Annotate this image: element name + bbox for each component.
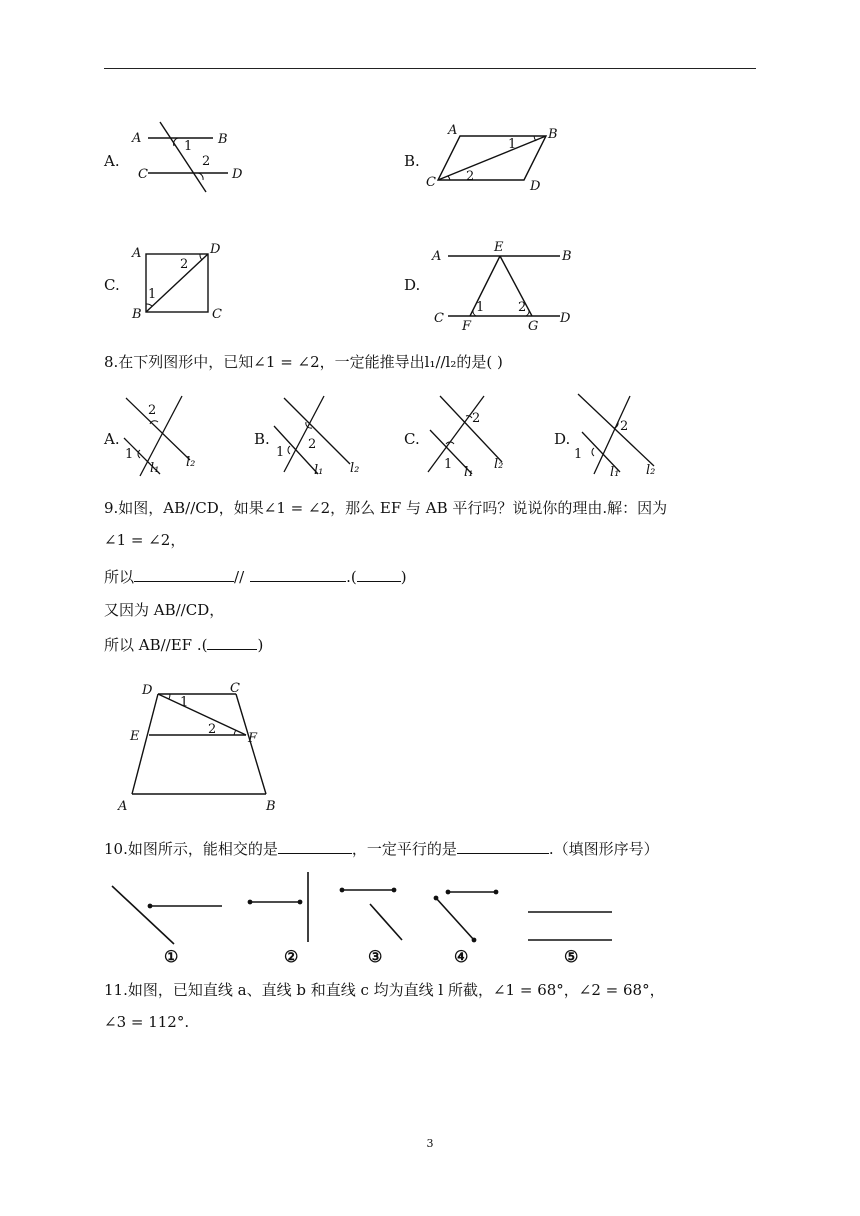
q7-option-c-label: C. xyxy=(104,276,120,294)
q10-question xyxy=(104,838,659,859)
q7a-pt-C: C xyxy=(138,167,148,182)
q7c-angle-2: 2 xyxy=(180,257,189,272)
q9-line3-mid: // xyxy=(234,568,245,586)
q8-figure-a xyxy=(120,392,210,482)
q8c-angle-2: 2 xyxy=(472,411,481,426)
q7d-pt-G: G xyxy=(528,319,539,334)
q9-figure-trapezoid xyxy=(112,678,292,818)
q10-blank-1[interactable] xyxy=(278,838,352,854)
q9-answer-line5 xyxy=(104,634,263,655)
q10-label-4: ④ xyxy=(454,947,469,966)
q8-figure-d xyxy=(570,392,670,482)
q7b-pt-B: B xyxy=(548,127,558,142)
q8c-angle-1: 1 xyxy=(444,457,453,472)
q9-line3-prefix: 所以 xyxy=(104,568,135,586)
q7-option-b-label: B. xyxy=(404,152,420,170)
q8-option-a-label: A. xyxy=(104,430,120,448)
q8-figure-c xyxy=(420,392,520,482)
q8a-l2: l₂ xyxy=(186,455,196,470)
q9fig-angle-1: 1 xyxy=(180,695,189,710)
q8a-angle-1: 1 xyxy=(125,447,134,462)
q7d-pt-A: A xyxy=(432,249,442,264)
q8-option-c-label: C. xyxy=(404,430,420,448)
q9fig-pt-A: A xyxy=(118,799,128,814)
q7c-pt-A: A xyxy=(132,246,142,261)
q7d-pt-F: F xyxy=(462,319,472,334)
q7-figure-b xyxy=(424,122,574,202)
q7d-pt-D: D xyxy=(560,311,571,326)
q11-question-line1: 11.如图，已知直线 a、直线 b 和直线 c 均为直线 l 所截，∠1 = 68°，∠2 = 68°， xyxy=(104,981,665,999)
q7a-pt-A: A xyxy=(132,131,142,146)
q9fig-angle-2: 2 xyxy=(208,722,217,737)
q8b-angle-2: 2 xyxy=(308,437,317,452)
q10-figures xyxy=(104,866,624,966)
q8b-l1: l₁ xyxy=(314,463,324,478)
q9-blank-2[interactable] xyxy=(250,566,346,582)
q10-text-suffix: .（填图形序号） xyxy=(548,840,659,858)
q8d-l2: l₂ xyxy=(646,463,656,478)
q9-line3-suffix: .( xyxy=(346,568,357,586)
q8d-angle-2: 2 xyxy=(620,419,629,434)
header-rule xyxy=(104,68,756,69)
q8a-l1: l₁ xyxy=(150,461,160,476)
q8d-l1: l₁ xyxy=(610,465,620,480)
q9-line5-prefix: 所以 AB//EF .( xyxy=(104,636,208,654)
q10-blank-2[interactable] xyxy=(457,838,549,854)
q8c-l1: l₁ xyxy=(464,465,474,480)
q9fig-pt-B: B xyxy=(266,799,276,814)
q8-question: 8.在下列图形中，已知∠1 = ∠2，一定能推导出l₁//l₂的是( ) xyxy=(104,353,503,371)
q9-answer-line3 xyxy=(104,566,407,587)
q8d-angle-1: 1 xyxy=(574,447,583,462)
q10-label-1: ① xyxy=(164,947,179,966)
q7a-pt-D: D xyxy=(232,167,243,182)
q10-text-prefix: 10.如图所示，能相交的是 xyxy=(104,840,278,858)
q7b-angle-2: 2 xyxy=(466,169,475,184)
q10-label-5: ⑤ xyxy=(564,947,579,966)
q8b-l2: l₂ xyxy=(350,461,360,476)
q9-line5-end: ) xyxy=(257,636,264,654)
q8-option-d-label: D. xyxy=(554,430,571,448)
q11-question-line2: ∠3 = 112°. xyxy=(104,1013,190,1031)
q7d-angle-2: 2 xyxy=(518,300,527,315)
q9-question-line2: ∠1 = ∠2， xyxy=(104,531,186,549)
q9fig-pt-F: F xyxy=(248,731,258,746)
q8b-angle-1: 1 xyxy=(276,445,285,460)
q7d-pt-B: B xyxy=(562,249,572,264)
q9-line3-end: ) xyxy=(400,568,407,586)
q7a-angle-1: 1 xyxy=(184,139,193,154)
q9-question-line1: 9.如图，AB//CD，如果∠1 = ∠2，那么 EF 与 AB 平行吗？说说你的理由.解：因为 xyxy=(104,499,668,517)
q9-blank-1[interactable] xyxy=(134,566,234,582)
q9fig-pt-C: C xyxy=(230,681,240,696)
q10-text-mid: ，一定平行的是 xyxy=(351,840,457,858)
q7-option-d-label: D. xyxy=(404,276,421,294)
q10-label-3: ③ xyxy=(368,947,383,966)
q8a-angle-2: 2 xyxy=(148,403,157,418)
q7a-pt-B: B xyxy=(218,132,228,147)
q7c-pt-D: D xyxy=(210,242,221,257)
q10-label-2: ② xyxy=(284,947,299,966)
q7b-pt-D: D xyxy=(530,179,541,194)
q7c-pt-C: C xyxy=(212,307,222,322)
q9-blank-4[interactable] xyxy=(207,634,257,650)
q7b-pt-C: C xyxy=(426,175,436,190)
q7-option-a-label: A. xyxy=(104,152,120,170)
page-number: 3 xyxy=(426,1137,434,1150)
q7-figure-c xyxy=(128,240,228,320)
q7c-angle-1: 1 xyxy=(148,287,157,302)
q7b-pt-A: A xyxy=(448,123,458,138)
q7a-angle-2: 2 xyxy=(202,154,211,169)
q7d-angle-1: 1 xyxy=(476,300,485,315)
q8-option-b-label: B. xyxy=(254,430,270,448)
q7-figure-d xyxy=(430,238,580,334)
q8-figure-b xyxy=(270,392,370,482)
q9-answer-line4: 又因为 AB//CD， xyxy=(104,601,225,619)
q7-figure-a xyxy=(128,118,258,198)
q7c-pt-B: B xyxy=(132,307,142,322)
q7d-pt-E: E xyxy=(494,240,504,255)
q7b-angle-1: 1 xyxy=(508,137,517,152)
q7d-pt-C: C xyxy=(434,311,444,326)
q9fig-pt-E: E xyxy=(130,729,140,744)
q9-blank-3[interactable] xyxy=(357,566,401,582)
q8c-l2: l₂ xyxy=(494,457,504,472)
q9fig-pt-D: D xyxy=(142,683,153,698)
